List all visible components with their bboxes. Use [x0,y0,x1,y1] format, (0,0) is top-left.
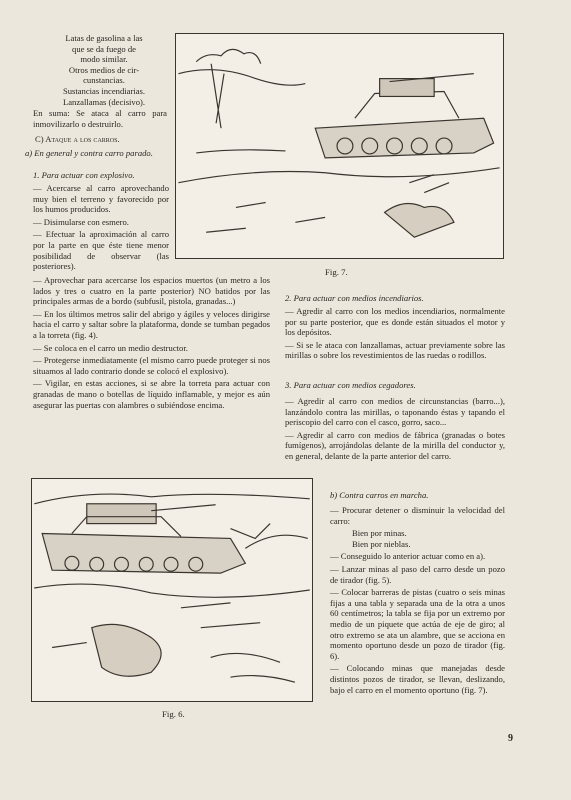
intro-line: Latas de gasolina a las [65,33,143,43]
bullet-list-b [330,505,505,697]
bullet-list-3 [285,396,505,464]
bullet-item: — Protegerse inmediatamente (el mismo carro puede proteger si nos situamos al lado contrario donde se colocó el explosivo). [33,355,270,376]
intro-line: Otros medios de cir- [68,64,140,75]
bullet-item: — Agredir al carro con los medios incendiarios, normalmente por su parte posterior, que es donde están situados el motor y los depósitos. [285,306,505,338]
intro-line: modo similar. [80,54,128,65]
bullet-item: — Colocando minas que manejadas desde distintos pozos de tirador, se llevan, deslizando, bajo el carro en el momento oportuno (fig. 7). [330,663,505,695]
bullet-item: — Acercarse al carro aprovechando muy bien el terreno y favorecido por los humos producidos. [33,183,169,215]
bullet-item: — Aprovechar para acercarse los espacios muertos (un metro a los lados y tres o cuatro en la parte posterior) NO batidos por las principales armas de a bordo (subfusil, pistola, granadas...) [33,275,270,307]
figure-7-caption: Fig. 7. [325,267,348,277]
bullet-list-2 [285,306,505,363]
bullet-subitem: Bien por minas. [352,528,407,539]
section-heading-c: C) Ataque a los carros. [35,134,120,144]
bullet-item: — Agredir al carro con medios de fábrica (granadas o botes fumígenos), arrojándolas delante de la mirilla del conductor y, en general, delante de la parte anterior del carro. [285,429,505,461]
intro-line: cunstancias. [83,75,125,86]
bullet-item: — Vigilar, en estas acciones, si se abre la torreta para actuar con granadas de mano o botellas de líquido inflamable, y mejor es aún asegurar las puertas con alambres o subiéndose encima. [33,378,270,410]
intro-list [40,33,168,107]
intro-line: que se da fuego de [72,43,136,54]
intro-line: Sustancias incendiarias. [62,85,146,96]
page-number: 9 [508,733,513,744]
figure-6-caption: Fig. 6. [162,709,185,719]
tank-sketch-icon [176,34,503,258]
item-3-heading: 3. Para actuar con medios cegadores. [285,380,416,390]
bullet-item: — Agredir al carro con medios de circunstancias (barro...), lanzándolo contra las mirillas, o taponando éstas y tapando el periscopio del carro con el casco, gorro, saco... [285,396,505,428]
figure-7-illustration [175,33,504,259]
bullet-item: — Si se le ataca con lanzallamas, actuar previamente sobre las mirillas o sobre los revestimientos de las ruedas o rodillos. [285,339,505,361]
bullet-list-1a [33,183,169,274]
intro-line: Lanzallamas (decisivo). [62,96,146,107]
item-1-heading: 1. Para actuar con explosivo. [33,170,135,180]
item-2-heading: 2. Para actuar con medios incendiarios. [285,293,424,303]
bullet-item: — Efectuar la aproximación al carro por la parte en que éste tiene menor posibilidad de observar (las posteriores). [33,229,169,272]
subsection-b-heading: b) Contra carros en marcha. [330,490,429,500]
bullet-item: — Conseguido lo anterior actuar como en a). [330,551,486,562]
subsection-a-heading: a) En general y contra carro parado. [25,148,153,158]
bullet-item: — Colocar barreras de pistas (cuatro o seis minas fijas a una tabla y separada una de la otra a unos 60 centímetros; la tabla se fija por un extremo por medio de un piquete que actúa de eje de giro; al otro extremo se ata un alambre, que se acciona en momento oportuno desde un pozo de tirador (fig. 6). [330,587,505,661]
bullet-item: — En los últimos metros salir del abrigo y ágiles y veloces dirigirse hacia el carro y saltar sobre la plataforma, donde se tumban pegados a la torreta (fig. 4). [33,308,270,340]
bullet-item: — Lanzar minas al paso del carro desde un pozo de tirador (fig. 5). [330,563,505,585]
bullet-list-1b [33,275,270,412]
tank-sketch-icon [32,479,312,701]
figure-6-illustration [31,478,313,702]
bullet-subitem: Bien por nieblas. [352,538,411,549]
bullet-item: — Procurar detener o disminuir la velocidad del carro: [330,505,505,526]
bullet-item: — Disimularse con esmero. [33,216,129,227]
en-suma-paragraph: En suma: Se ataca al carro para inmovilizarlo o destruirlo. [33,108,167,129]
bullet-item: — Se coloca en el carro un medio destructor. [33,342,188,353]
